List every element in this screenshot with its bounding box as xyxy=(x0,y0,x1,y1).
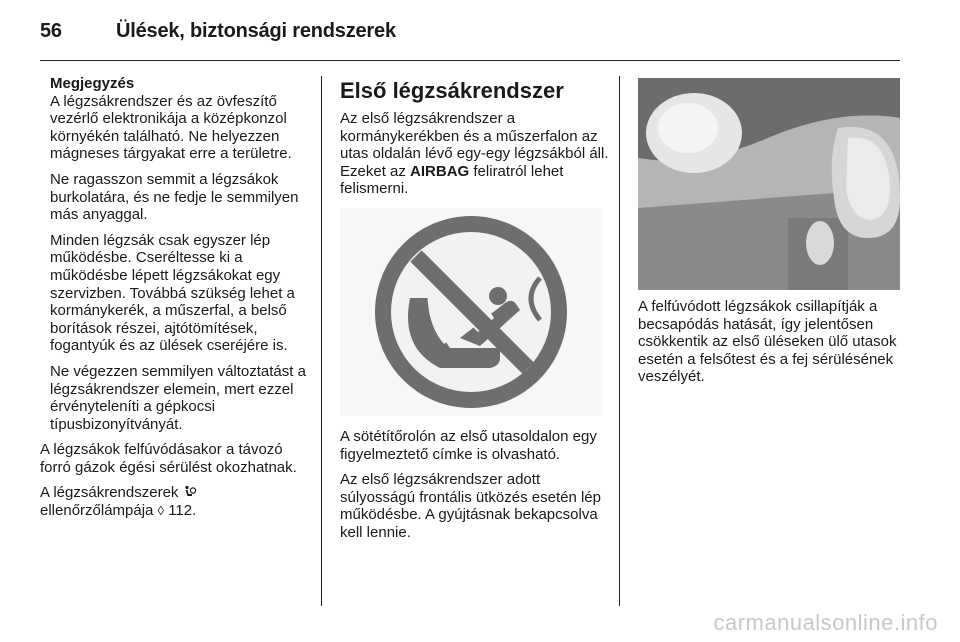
lower-text xyxy=(340,428,610,550)
warning-lamp-text: A légzsákrendszerek xyxy=(40,484,179,502)
paragraph-warning-lamp xyxy=(40,484,310,519)
section-title: Első légzsákrendszer xyxy=(340,78,564,103)
page-title: Ülések, biztonsági rendszerek xyxy=(116,20,396,42)
page-reference-link[interactable]: 112. xyxy=(168,502,197,520)
watermark: carmanualsonline.info xyxy=(713,610,938,635)
page-header xyxy=(40,14,900,54)
deployed-airbags-figure xyxy=(638,78,900,290)
note-title: Megjegyzés xyxy=(50,75,135,92)
figure-caption-1: A sötétítőrolón az első utasoldalon egy figyelmeztető címke is olvasható. xyxy=(340,428,597,463)
column-3 xyxy=(638,298,908,394)
deployed-airbags-illustration xyxy=(638,78,900,290)
airbag-warning-icon xyxy=(183,485,197,499)
note-paragraph-4: Ne végezzen semmilyen változtatást a légzsákrendszer elemein, mert ezzel érvényteleníti a gépkocsi típusbizonyítványát. xyxy=(50,362,306,433)
note-paragraph-1: A légzsákrendszer és az övfeszítő vezérlő elektronikája a középkonzol környékén található. Ne helyezzen mágneses tárgyakat erre a területre. xyxy=(50,92,292,163)
activation-paragraph: Az első légzsákrendszer adott súlyosságú frontális ütközés esetén lép működésbe. A gyújtásnak bekapcsolva kell lennie. xyxy=(340,471,601,541)
warning-lamp-text-2: ellenőrzőlámpája xyxy=(40,502,154,520)
child-seat-warning-figure xyxy=(340,208,602,416)
paragraph-burn-warning: A légzsákok felfúvódásakor a távozó forró gázok égési sérülést okozhatnak. xyxy=(40,441,297,476)
header-rule xyxy=(40,60,900,61)
note-paragraph-3: Minden légzsák csak egyszer lép működésbe. Cseréltesse ki a működésbe lépett légzsákokat egy szervizben. Továbbá szükség lehet a kormánykerék, a műszerfal, a belső borítások részei, ajtótömítések, fogantyúk és az ülések cseréjére is. xyxy=(50,231,295,355)
note-paragraph-2: Ne ragasszon semmit a légzsákok burkolatára, és ne fedje le semmilyen más anyaggal. xyxy=(50,170,299,224)
airbag-label: AIRBAG xyxy=(410,162,470,180)
reference-symbol: ◊ xyxy=(157,503,165,519)
column-divider-1 xyxy=(321,76,322,606)
note-box xyxy=(40,75,310,433)
column-2 xyxy=(340,78,610,541)
intro-paragraph: Az első légzsákrendszer a kormánykerékben és a műszerfalon az utas oldalán lévő egy-egy légzsákból áll. Ezeket az AIRBAG feliratról lehet felismerni. xyxy=(340,110,609,198)
column-divider-2 xyxy=(619,76,620,606)
no-rear-facing-child-seat-icon xyxy=(340,208,602,416)
page-number: 56 xyxy=(40,20,62,42)
column-1 xyxy=(40,75,310,528)
figure-caption-2: A felfúvódott légzsákok csillapítják a becsapódás hatását, így jelentősen csökkentik az első üléseken ülő utasok esetén a felsőtest és a fej sérülésének veszélyét. xyxy=(638,298,897,386)
